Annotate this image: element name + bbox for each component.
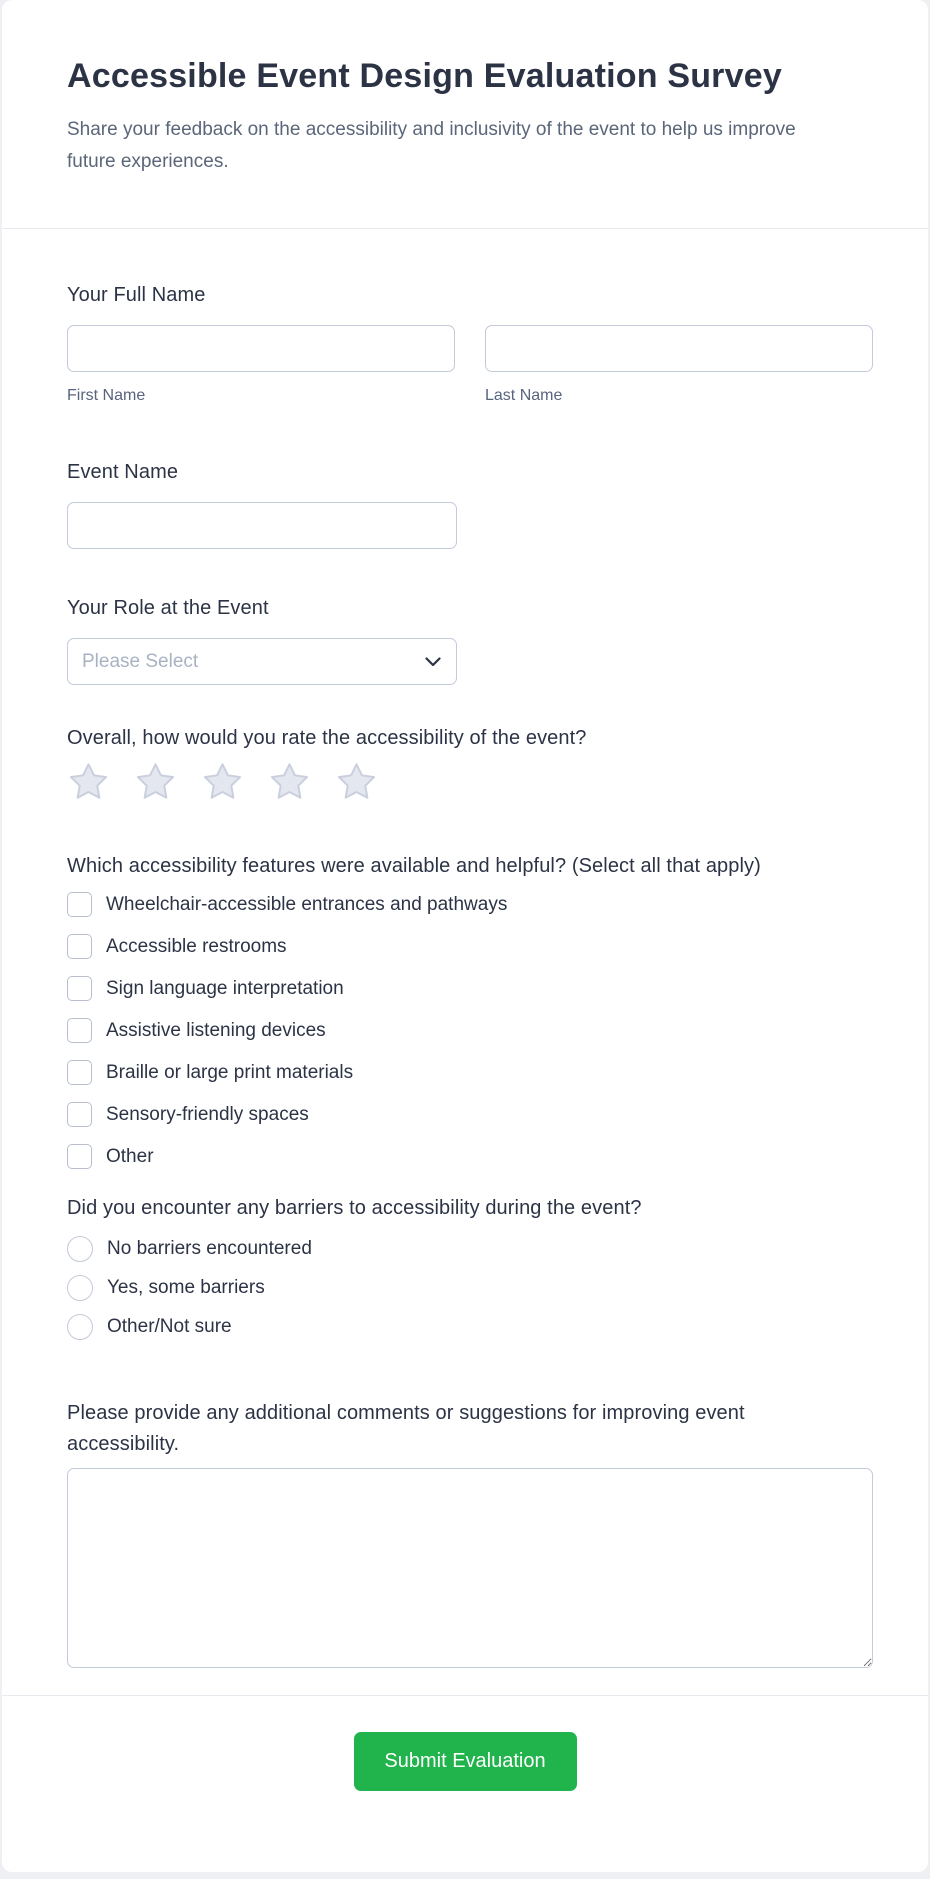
checkbox-option-row[interactable] (67, 1060, 873, 1085)
feature-checkbox[interactable] (67, 934, 92, 959)
checkbox-option-row[interactable] (67, 1102, 873, 1127)
barriers-radio[interactable] (67, 1275, 93, 1301)
checkbox-option-label[interactable]: Accessible restrooms (106, 935, 287, 957)
submit-button[interactable]: Submit Evaluation (354, 1732, 577, 1791)
comments-textarea[interactable] (67, 1468, 873, 1668)
star-icon[interactable] (67, 762, 110, 808)
question-full-name (67, 284, 873, 405)
checkbox-option-row[interactable] (67, 976, 873, 1001)
checkbox-option-row[interactable] (67, 1018, 873, 1043)
feature-checkbox[interactable] (67, 1102, 92, 1127)
star-icon[interactable] (134, 762, 177, 808)
checkbox-option-label[interactable]: Braille or large print materials (106, 1061, 354, 1083)
radio-option-row[interactable] (67, 1314, 873, 1340)
question-rating (67, 727, 873, 808)
question-barriers (67, 1197, 873, 1340)
comments-label: Please provide any additional comments or suggestions for improving event accessibility. (67, 1402, 745, 1455)
barriers-radio[interactable] (67, 1314, 93, 1340)
star-rating (67, 762, 873, 808)
feature-checkbox[interactable] (67, 976, 92, 1001)
event-name-label: Event Name (67, 461, 179, 483)
role-label: Your Role at the Event (67, 597, 269, 619)
checkbox-option-row[interactable] (67, 1144, 873, 1169)
name-row (67, 325, 873, 405)
feature-checkbox[interactable] (67, 1060, 92, 1085)
last-name-sublabel: Last Name (485, 387, 563, 404)
last-name-col (485, 325, 873, 405)
last-name-input[interactable] (485, 325, 873, 372)
star-icon[interactable] (335, 762, 378, 808)
form-card (2, 0, 928, 1872)
form-header (2, 0, 928, 229)
form-title: Accessible Event Design Evaluation Survey (67, 57, 782, 95)
checkbox-option-label[interactable]: Sign language interpretation (106, 977, 344, 999)
checkbox-option-label[interactable]: Other (106, 1145, 154, 1167)
radio-option-label[interactable]: Yes, some barriers (107, 1277, 265, 1298)
question-features (67, 855, 873, 1169)
star-icon[interactable] (268, 762, 311, 808)
radio-option-row[interactable] (67, 1236, 873, 1262)
question-comments (67, 1398, 873, 1673)
question-event-name (67, 461, 873, 549)
full-name-label: Your Full Name (67, 284, 206, 306)
first-name-col (67, 325, 455, 405)
event-name-input[interactable] (67, 502, 457, 549)
question-role (67, 597, 873, 685)
form-footer (2, 1695, 928, 1835)
form-body (2, 229, 928, 1695)
checkbox-option-label[interactable]: Sensory-friendly spaces (106, 1103, 309, 1125)
first-name-sublabel: First Name (67, 387, 146, 404)
role-select-wrap (67, 638, 457, 685)
feature-checkbox[interactable] (67, 1018, 92, 1043)
rating-label: Overall, how would you rate the accessibility of the event? (67, 727, 587, 749)
role-select[interactable] (67, 638, 457, 685)
barriers-radio[interactable] (67, 1236, 93, 1262)
star-icon[interactable] (201, 762, 244, 808)
checkbox-option-row[interactable] (67, 934, 873, 959)
feature-checkbox[interactable] (67, 1144, 92, 1169)
feature-checkbox[interactable] (67, 892, 92, 917)
first-name-input[interactable] (67, 325, 455, 372)
form-subtitle: Share your feedback on the accessibility and inclusivity of the event to help us improve future experiences. (67, 119, 796, 172)
radio-option-label[interactable]: Other/Not sure (107, 1316, 232, 1337)
radio-option-label[interactable]: No barriers encountered (107, 1238, 312, 1259)
checkbox-option-label[interactable]: Assistive listening devices (106, 1019, 326, 1041)
barriers-label: Did you encounter any barriers to accessibility during the event? (67, 1197, 642, 1219)
features-label: Which accessibility features were available and helpful? (Select all that apply) (67, 855, 761, 877)
radio-option-row[interactable] (67, 1275, 873, 1301)
checkbox-option-row[interactable] (67, 892, 873, 917)
checkbox-option-label[interactable]: Wheelchair-accessible entrances and pathways (106, 893, 508, 915)
